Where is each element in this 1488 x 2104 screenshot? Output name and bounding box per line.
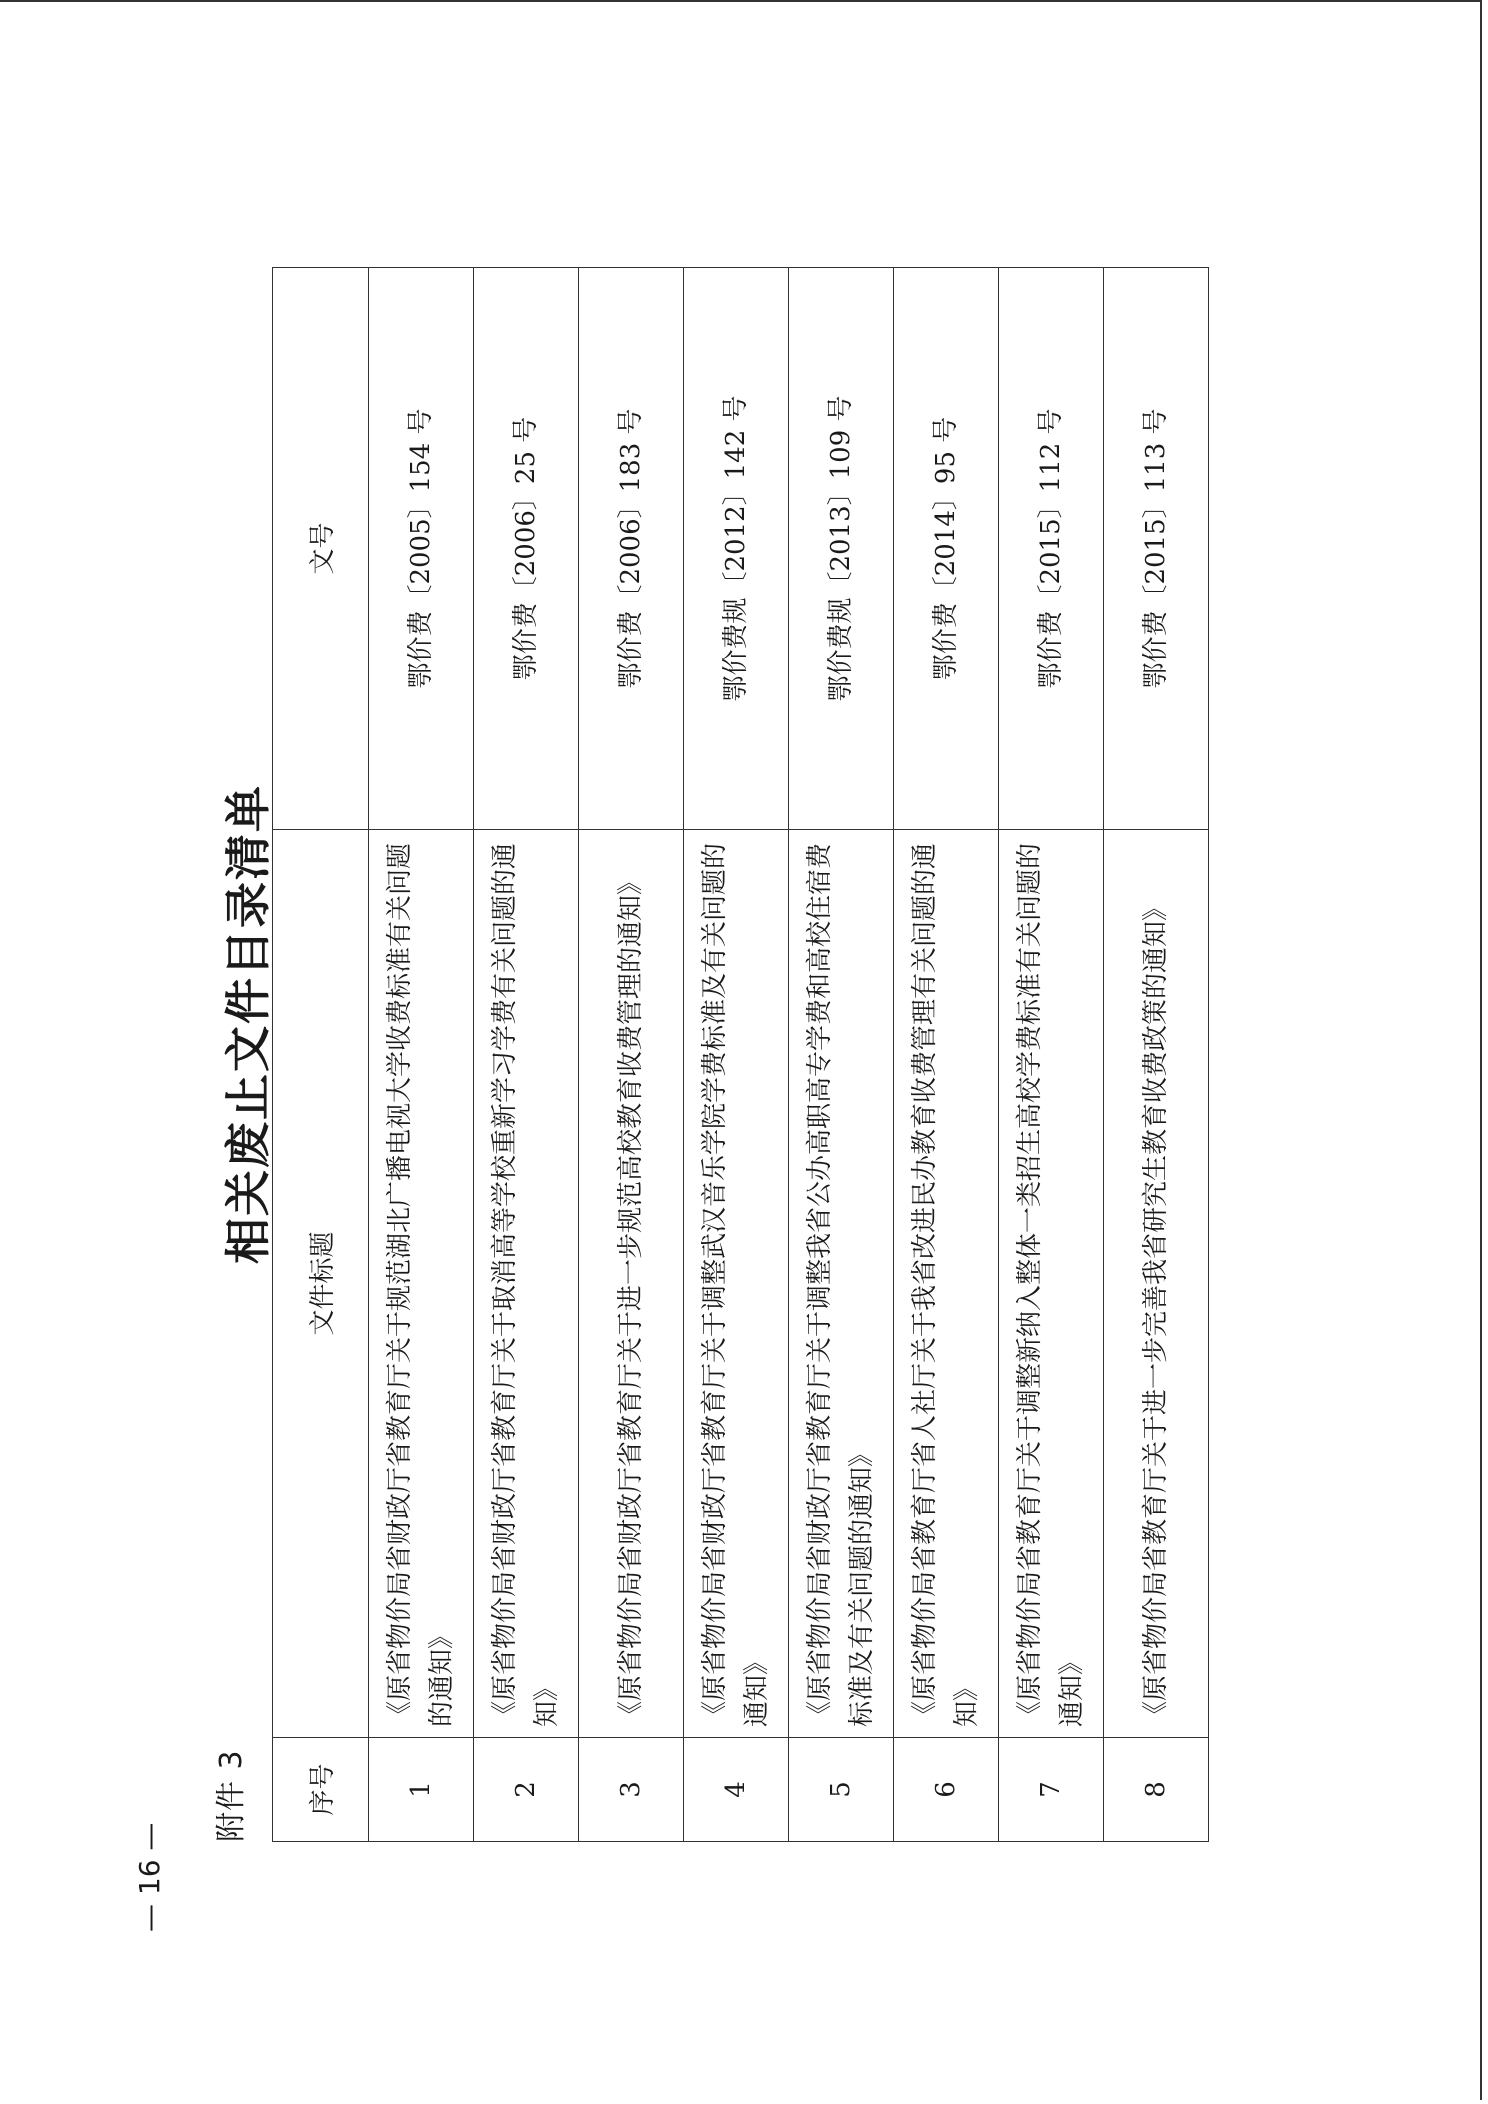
row-seq: 4 — [684, 1738, 789, 1842]
row-seq: 7 — [999, 1738, 1104, 1842]
header-doc-no: 文号 — [273, 268, 369, 830]
table-row — [474, 268, 579, 1842]
table-row — [579, 268, 684, 1842]
row-title: 《原省物价局省财政厅省教育厅关于调整我省公办高职高专学费和高校住宿费标准及有关问题的通知》 — [789, 830, 894, 1738]
row-seq: 3 — [579, 1738, 684, 1842]
row-title: 《原省物价局省财政厅省教育厅关于取消高等学校重新学习学费有关问题的通知》 — [474, 830, 579, 1738]
row-doc-no: 鄂价费〔2015〕113 号 — [1104, 268, 1209, 830]
table-row — [789, 268, 894, 1842]
table-header-row — [273, 268, 369, 1842]
row-seq: 2 — [474, 1738, 579, 1842]
row-title: 《原省物价局省财政厅省教育厅关于进一步规范高校教育收费管理的通知》 — [579, 830, 684, 1738]
row-doc-no: 鄂价费〔2005〕154 号 — [369, 268, 474, 830]
table-row — [894, 268, 999, 1842]
row-doc-no: 鄂价费〔2006〕25 号 — [474, 268, 579, 830]
attachment-label: 附件 3 — [214, 1749, 249, 1842]
row-seq: 5 — [789, 1738, 894, 1842]
header-title: 文件标题 — [273, 830, 369, 1738]
row-seq: 6 — [894, 1738, 999, 1842]
row-doc-no: 鄂价费〔2014〕95 号 — [894, 268, 999, 830]
table-row — [999, 268, 1104, 1842]
row-title: 《原省物价局省财政厅省教育厅关于规范湖北广播电视大学收费标准有关问题的通知》 — [369, 830, 474, 1738]
row-doc-no: 鄂价费规〔2012〕142 号 — [684, 268, 789, 830]
document-title: 相关废止文件目录清单 — [221, 784, 275, 1264]
row-title: 《原省物价局省教育厅关于调整新纳入整体一类招生高校学费标准有关问题的通知》 — [999, 830, 1104, 1738]
row-seq: 1 — [369, 1738, 474, 1842]
abolished-files-table — [272, 267, 1209, 1842]
rotated-sheet — [210, 134, 1290, 1964]
page-number: — 16 — — [133, 1822, 166, 1932]
row-title: 《原省物价局省财政厅省教育厅关于调整武汉音乐学院学费标准及有关问题的通知》 — [684, 830, 789, 1738]
row-seq: 8 — [1104, 1738, 1209, 1842]
row-title: 《原省物价局省教育厅关于进一步完善我省研究生教育收费政策的通知》 — [1104, 830, 1209, 1738]
table-row — [1104, 268, 1209, 1842]
row-doc-no: 鄂价费〔2006〕183 号 — [579, 268, 684, 830]
row-title: 《原省物价局省教育厅省人社厅关于我省改进民办教育收费管理有关问题的通知》 — [894, 830, 999, 1738]
table-row — [369, 268, 474, 1842]
header-seq: 序号 — [273, 1738, 369, 1842]
row-doc-no: 鄂价费〔2015〕112 号 — [999, 268, 1104, 830]
row-doc-no: 鄂价费规〔2013〕109 号 — [789, 268, 894, 830]
table-row — [684, 268, 789, 1842]
